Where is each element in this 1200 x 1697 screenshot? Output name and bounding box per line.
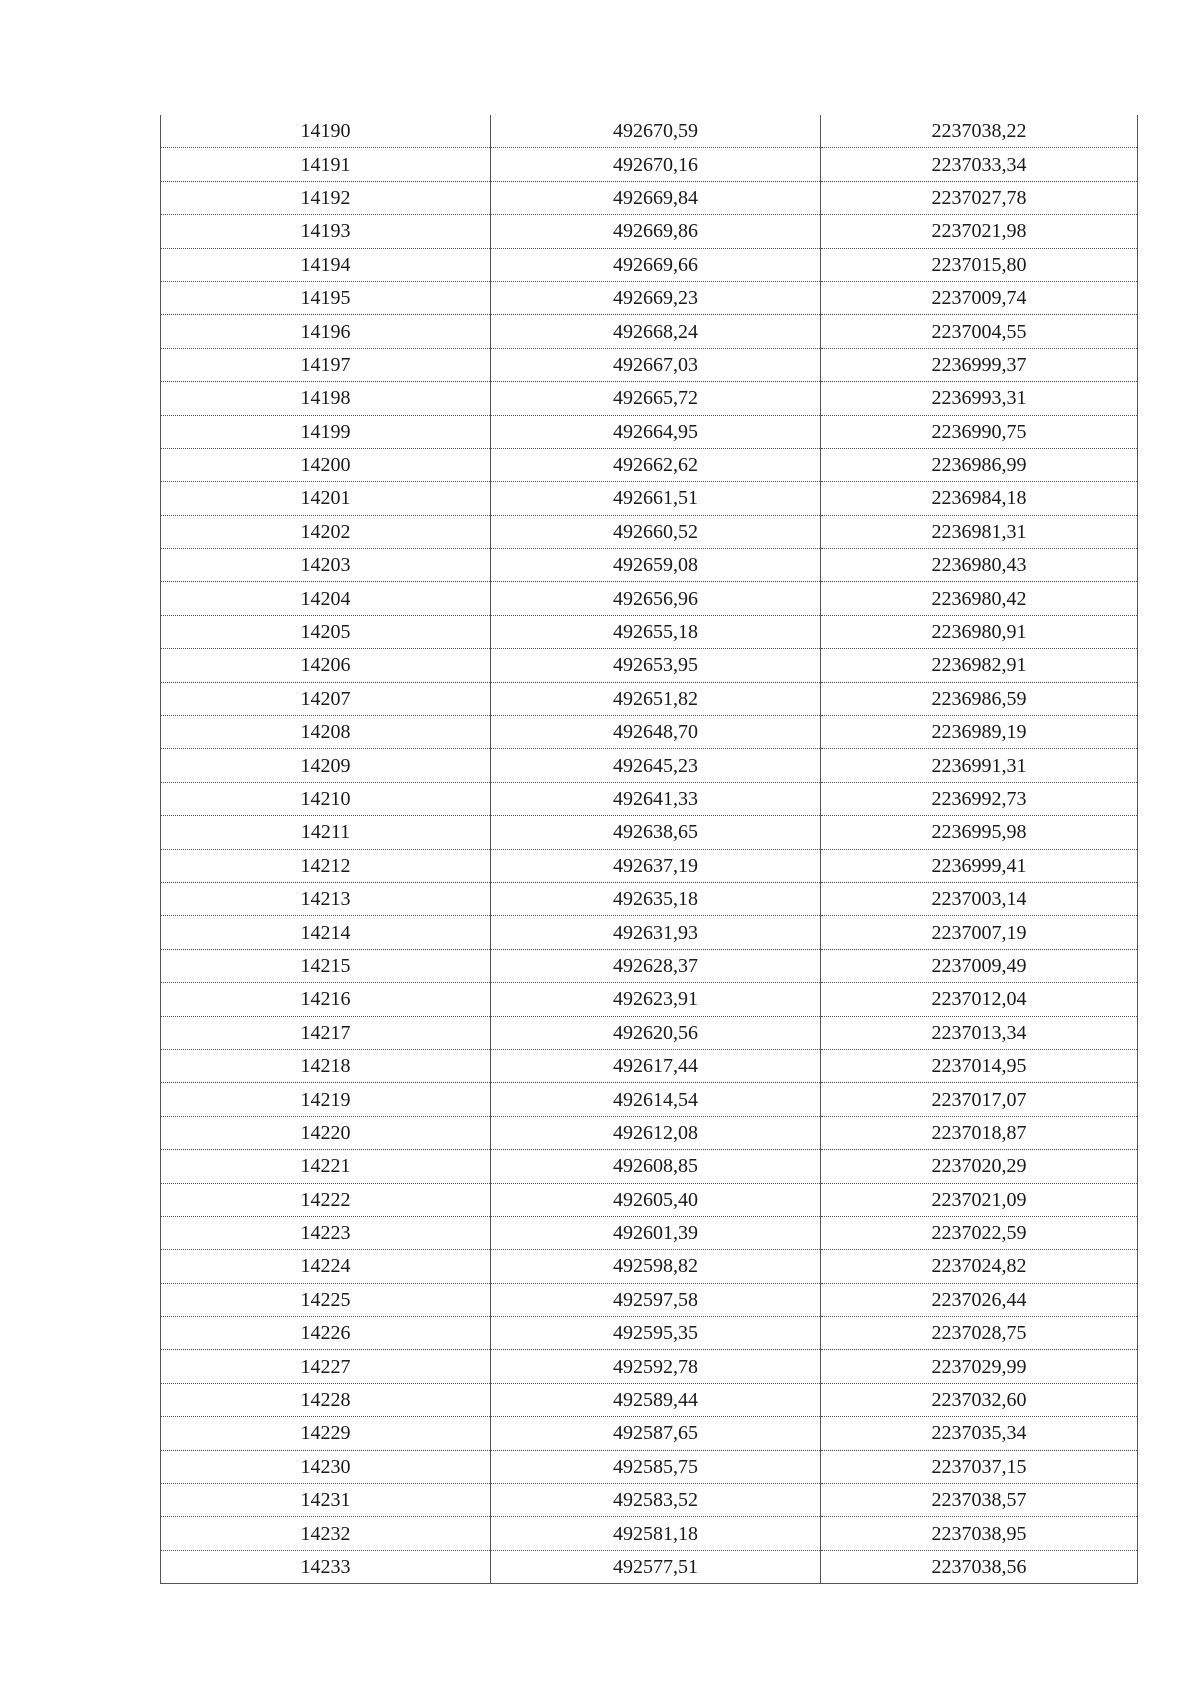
point-number-cell: 14202 [161, 515, 491, 548]
point-number-cell: 14211 [161, 816, 491, 849]
point-number-cell: 14233 [161, 1550, 491, 1583]
table-row [161, 415, 1138, 448]
point-number-cell: 14232 [161, 1517, 491, 1550]
x-coordinate-cell: 492620,56 [491, 1016, 821, 1049]
x-coordinate-cell: 492656,96 [491, 582, 821, 615]
point-number-cell: 14201 [161, 482, 491, 515]
table-row [161, 1216, 1138, 1249]
x-coordinate-cell: 492659,08 [491, 549, 821, 582]
point-number-cell: 14214 [161, 916, 491, 949]
x-coordinate-cell: 492597,58 [491, 1283, 821, 1316]
y-coordinate-cell: 2237033,34 [821, 148, 1138, 181]
table-row [161, 749, 1138, 782]
table-row [161, 816, 1138, 849]
point-number-cell: 14222 [161, 1183, 491, 1216]
y-coordinate-cell: 2236992,73 [821, 782, 1138, 815]
point-number-cell: 14229 [161, 1417, 491, 1450]
y-coordinate-cell: 2236991,31 [821, 749, 1138, 782]
x-coordinate-cell: 492628,37 [491, 949, 821, 982]
table-row [161, 1417, 1138, 1450]
point-number-cell: 14208 [161, 716, 491, 749]
x-coordinate-cell: 492651,82 [491, 682, 821, 715]
table-row [161, 615, 1138, 648]
point-number-cell: 14219 [161, 1083, 491, 1116]
point-number-cell: 14192 [161, 181, 491, 214]
point-number-cell: 14231 [161, 1484, 491, 1517]
x-coordinate-cell: 492617,44 [491, 1049, 821, 1082]
x-coordinate-cell: 492662,62 [491, 448, 821, 481]
x-coordinate-cell: 492660,52 [491, 515, 821, 548]
y-coordinate-cell: 2237021,09 [821, 1183, 1138, 1216]
y-coordinate-cell: 2236984,18 [821, 482, 1138, 515]
point-number-cell: 14224 [161, 1250, 491, 1283]
y-coordinate-cell: 2236995,98 [821, 816, 1138, 849]
y-coordinate-cell: 2237021,98 [821, 215, 1138, 248]
x-coordinate-cell: 492587,65 [491, 1417, 821, 1450]
table-row [161, 515, 1138, 548]
point-number-cell: 14197 [161, 348, 491, 381]
y-coordinate-cell: 2237003,14 [821, 882, 1138, 915]
y-coordinate-cell: 2237004,55 [821, 315, 1138, 348]
point-number-cell: 14200 [161, 448, 491, 481]
point-number-cell: 14226 [161, 1317, 491, 1350]
point-number-cell: 14191 [161, 148, 491, 181]
point-number-cell: 14199 [161, 415, 491, 448]
point-number-cell: 14225 [161, 1283, 491, 1316]
table-row [161, 248, 1138, 281]
y-coordinate-cell: 2237022,59 [821, 1216, 1138, 1249]
point-number-cell: 14218 [161, 1049, 491, 1082]
point-number-cell: 14210 [161, 782, 491, 815]
point-number-cell: 14209 [161, 749, 491, 782]
point-number-cell: 14196 [161, 315, 491, 348]
x-coordinate-cell: 492670,59 [491, 115, 821, 148]
table-row [161, 682, 1138, 715]
table-row [161, 448, 1138, 481]
y-coordinate-cell: 2237035,34 [821, 1417, 1138, 1450]
point-number-cell: 14217 [161, 1016, 491, 1049]
table-row [161, 315, 1138, 348]
x-coordinate-cell: 492608,85 [491, 1150, 821, 1183]
x-coordinate-cell: 492592,78 [491, 1350, 821, 1383]
y-coordinate-cell: 2237018,87 [821, 1116, 1138, 1149]
table-row [161, 215, 1138, 248]
y-coordinate-cell: 2237007,19 [821, 916, 1138, 949]
table-row [161, 1517, 1138, 1550]
table-row [161, 115, 1138, 148]
y-coordinate-cell: 2237009,74 [821, 281, 1138, 314]
point-number-cell: 14216 [161, 983, 491, 1016]
x-coordinate-cell: 492661,51 [491, 482, 821, 515]
table-row [161, 1450, 1138, 1483]
table-row [161, 1250, 1138, 1283]
x-coordinate-cell: 492669,23 [491, 281, 821, 314]
y-coordinate-cell: 2236986,99 [821, 448, 1138, 481]
y-coordinate-cell: 2236980,42 [821, 582, 1138, 615]
x-coordinate-cell: 492623,91 [491, 983, 821, 1016]
x-coordinate-cell: 492667,03 [491, 348, 821, 381]
table-row [161, 949, 1138, 982]
table-row [161, 1484, 1138, 1517]
point-number-cell: 14220 [161, 1116, 491, 1149]
y-coordinate-cell: 2236999,37 [821, 348, 1138, 381]
y-coordinate-cell: 2236993,31 [821, 382, 1138, 415]
y-coordinate-cell: 2236980,43 [821, 549, 1138, 582]
x-coordinate-cell: 492665,72 [491, 382, 821, 415]
point-number-cell: 14204 [161, 582, 491, 615]
point-number-cell: 14194 [161, 248, 491, 281]
point-number-cell: 14230 [161, 1450, 491, 1483]
point-number-cell: 14228 [161, 1383, 491, 1416]
point-number-cell: 14212 [161, 849, 491, 882]
y-coordinate-cell: 2237038,57 [821, 1484, 1138, 1517]
y-coordinate-cell: 2236981,31 [821, 515, 1138, 548]
point-number-cell: 14195 [161, 281, 491, 314]
y-coordinate-cell: 2237038,22 [821, 115, 1138, 148]
table-row [161, 983, 1138, 1016]
table-row [161, 1183, 1138, 1216]
table-row [161, 148, 1138, 181]
y-coordinate-cell: 2236999,41 [821, 849, 1138, 882]
x-coordinate-cell: 492581,18 [491, 1517, 821, 1550]
y-coordinate-cell: 2237037,15 [821, 1450, 1138, 1483]
y-coordinate-cell: 2237028,75 [821, 1317, 1138, 1350]
table-row [161, 1550, 1138, 1583]
y-coordinate-cell: 2237026,44 [821, 1283, 1138, 1316]
table-row [161, 281, 1138, 314]
x-coordinate-cell: 492669,84 [491, 181, 821, 214]
x-coordinate-cell: 492641,33 [491, 782, 821, 815]
table-row [161, 1150, 1138, 1183]
x-coordinate-cell: 492598,82 [491, 1250, 821, 1283]
x-coordinate-cell: 492589,44 [491, 1383, 821, 1416]
table-row [161, 1083, 1138, 1116]
x-coordinate-cell: 492664,95 [491, 415, 821, 448]
y-coordinate-cell: 2237014,95 [821, 1049, 1138, 1082]
x-coordinate-cell: 492669,66 [491, 248, 821, 281]
y-coordinate-cell: 2237013,34 [821, 1016, 1138, 1049]
x-coordinate-cell: 492670,16 [491, 148, 821, 181]
x-coordinate-cell: 492655,18 [491, 615, 821, 648]
point-number-cell: 14198 [161, 382, 491, 415]
x-coordinate-cell: 492585,75 [491, 1450, 821, 1483]
table-row [161, 1317, 1138, 1350]
point-number-cell: 14206 [161, 649, 491, 682]
x-coordinate-cell: 492645,23 [491, 749, 821, 782]
y-coordinate-cell: 2237015,80 [821, 248, 1138, 281]
table-row [161, 849, 1138, 882]
y-coordinate-cell: 2237038,56 [821, 1550, 1138, 1583]
point-number-cell: 14207 [161, 682, 491, 715]
y-coordinate-cell: 2236980,91 [821, 615, 1138, 648]
point-number-cell: 14215 [161, 949, 491, 982]
table-row [161, 1350, 1138, 1383]
y-coordinate-cell: 2237029,99 [821, 1350, 1138, 1383]
point-number-cell: 14227 [161, 1350, 491, 1383]
x-coordinate-cell: 492601,39 [491, 1216, 821, 1249]
table-row [161, 582, 1138, 615]
y-coordinate-cell: 2237038,95 [821, 1517, 1138, 1550]
y-coordinate-cell: 2236990,75 [821, 415, 1138, 448]
x-coordinate-cell: 492668,24 [491, 315, 821, 348]
point-number-cell: 14205 [161, 615, 491, 648]
table-row [161, 181, 1138, 214]
y-coordinate-cell: 2237012,04 [821, 983, 1138, 1016]
table-row [161, 882, 1138, 915]
table-row [161, 1016, 1138, 1049]
coordinates-table-body [161, 115, 1138, 1584]
y-coordinate-cell: 2236989,19 [821, 716, 1138, 749]
table-row [161, 1049, 1138, 1082]
x-coordinate-cell: 492605,40 [491, 1183, 821, 1216]
table-row [161, 649, 1138, 682]
table-row [161, 782, 1138, 815]
x-coordinate-cell: 492577,51 [491, 1550, 821, 1583]
table-row [161, 348, 1138, 381]
table-row [161, 916, 1138, 949]
x-coordinate-cell: 492583,52 [491, 1484, 821, 1517]
table-row [161, 549, 1138, 582]
y-coordinate-cell: 2236982,91 [821, 649, 1138, 682]
table-row [161, 1383, 1138, 1416]
x-coordinate-cell: 492631,93 [491, 916, 821, 949]
point-number-cell: 14203 [161, 549, 491, 582]
table-row [161, 716, 1138, 749]
y-coordinate-cell: 2237024,82 [821, 1250, 1138, 1283]
y-coordinate-cell: 2237032,60 [821, 1383, 1138, 1416]
y-coordinate-cell: 2237009,49 [821, 949, 1138, 982]
coordinates-table [160, 115, 1138, 1584]
x-coordinate-cell: 492648,70 [491, 716, 821, 749]
y-coordinate-cell: 2237027,78 [821, 181, 1138, 214]
x-coordinate-cell: 492614,54 [491, 1083, 821, 1116]
table-row [161, 1283, 1138, 1316]
table-row [161, 382, 1138, 415]
point-number-cell: 14193 [161, 215, 491, 248]
y-coordinate-cell: 2237017,07 [821, 1083, 1138, 1116]
x-coordinate-cell: 492595,35 [491, 1317, 821, 1350]
point-number-cell: 14223 [161, 1216, 491, 1249]
table-row [161, 482, 1138, 515]
x-coordinate-cell: 492612,08 [491, 1116, 821, 1149]
y-coordinate-cell: 2236986,59 [821, 682, 1138, 715]
point-number-cell: 14190 [161, 115, 491, 148]
x-coordinate-cell: 492669,86 [491, 215, 821, 248]
y-coordinate-cell: 2237020,29 [821, 1150, 1138, 1183]
point-number-cell: 14221 [161, 1150, 491, 1183]
x-coordinate-cell: 492635,18 [491, 882, 821, 915]
x-coordinate-cell: 492653,95 [491, 649, 821, 682]
table-row [161, 1116, 1138, 1149]
x-coordinate-cell: 492638,65 [491, 816, 821, 849]
x-coordinate-cell: 492637,19 [491, 849, 821, 882]
point-number-cell: 14213 [161, 882, 491, 915]
